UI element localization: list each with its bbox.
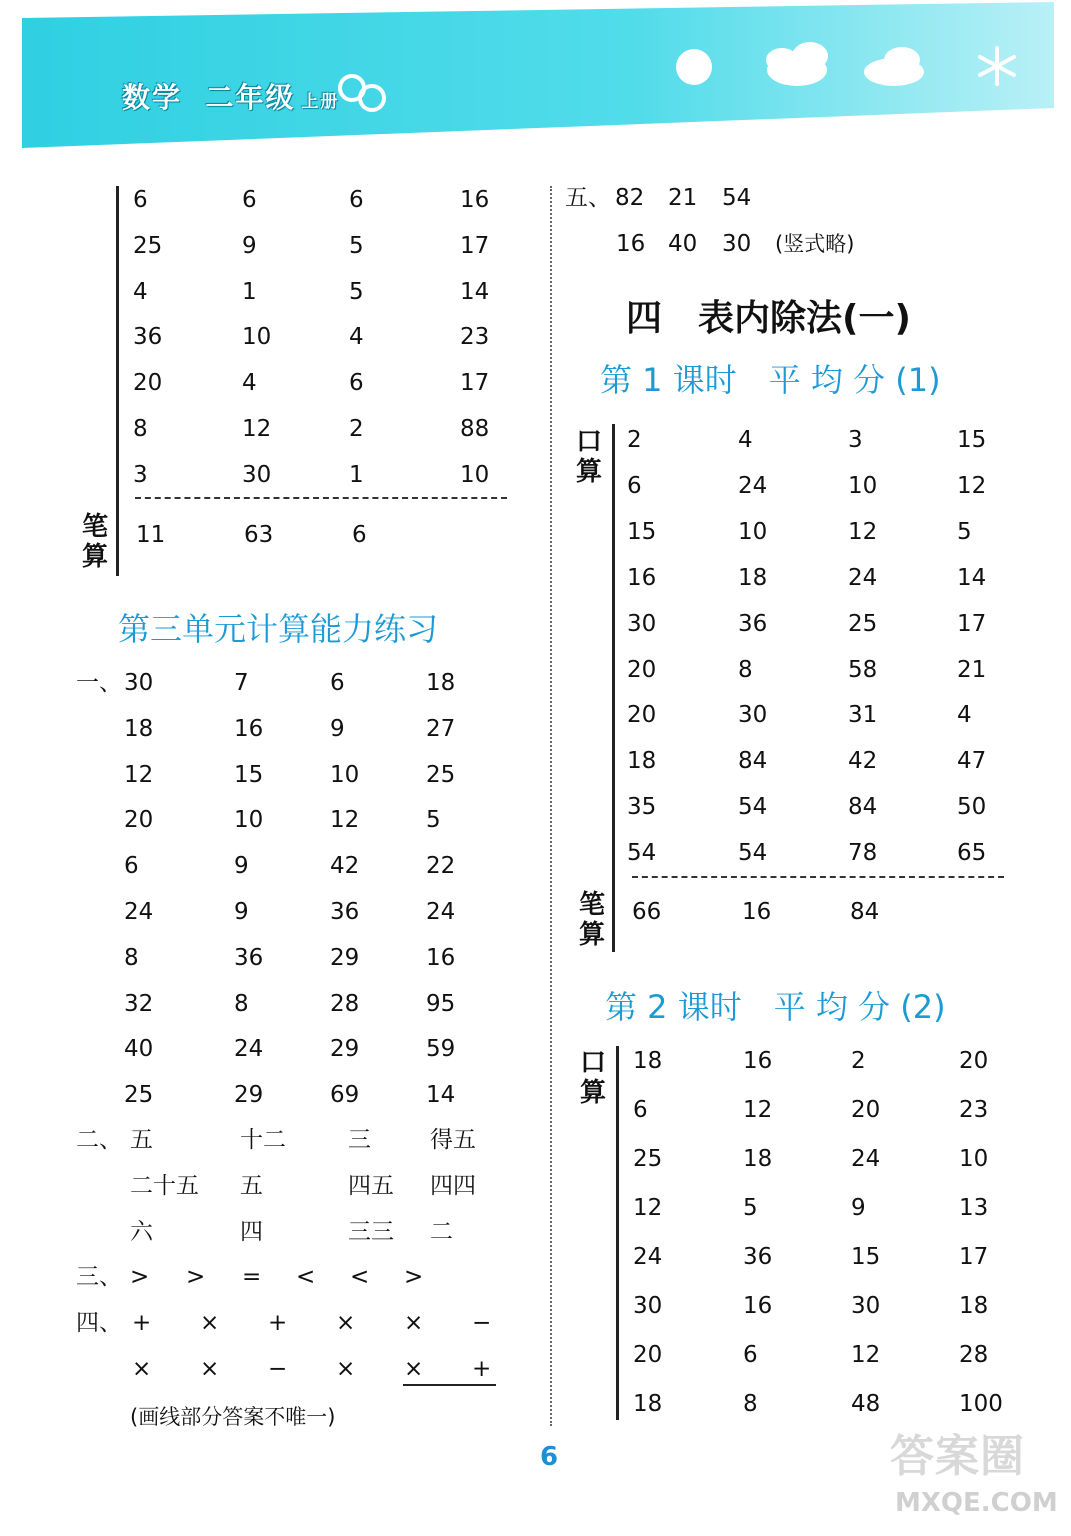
answer-cell: 1 xyxy=(242,278,257,305)
answer-cell: 21 xyxy=(957,656,987,683)
answer-cell: 16 xyxy=(627,564,657,591)
answer-cell: 四五 xyxy=(348,1172,394,1199)
answer-cell: 12 xyxy=(743,1097,773,1123)
answer-cell: 16 xyxy=(616,231,646,257)
answer-cell: 47 xyxy=(957,748,987,775)
answer-cell: 36 xyxy=(743,1244,773,1270)
answer-cell: 6 xyxy=(349,370,364,397)
q5-note: (竖式略) xyxy=(775,232,855,256)
answer-cell: 16 xyxy=(742,899,772,925)
answer-cell: 30 xyxy=(124,670,154,696)
q4-marker: 四、 xyxy=(76,1310,122,1336)
answer-cell: 65 xyxy=(957,840,987,867)
answer-cell: 82 xyxy=(615,185,645,211)
answer-cell: 24 xyxy=(234,1036,264,1063)
answer-cell: 25 xyxy=(133,232,163,259)
answer-cell: 18 xyxy=(738,564,768,591)
comparison-symbol: = xyxy=(242,1264,262,1290)
answer-cell: 59 xyxy=(426,1036,456,1063)
answer-cell: 3 xyxy=(133,461,148,488)
answer-cell: 10 xyxy=(738,518,768,545)
answer-cell: 30 xyxy=(851,1293,881,1319)
lesson1-dashed-divider xyxy=(632,876,1004,878)
answer-cell: 20 xyxy=(851,1097,881,1123)
answer-cell: 29 xyxy=(234,1082,264,1109)
answer-cell: 50 xyxy=(957,794,987,821)
answer-cell: 10 xyxy=(242,324,272,351)
answer-cell: 54 xyxy=(722,185,752,211)
answer-cell: 三三 xyxy=(348,1218,394,1245)
answer-cell: 9 xyxy=(242,232,257,259)
answer-cell: 31 xyxy=(848,702,878,729)
answer-cell: 6 xyxy=(330,670,345,696)
answer-cell: 36 xyxy=(330,899,360,925)
answer-cell: 22 xyxy=(426,853,456,880)
answer-cell: 得五 xyxy=(430,1127,476,1153)
answer-cell: 14 xyxy=(460,278,490,305)
answer-cell: 5 xyxy=(743,1195,758,1221)
answer-cell: 5 xyxy=(349,278,364,305)
answer-cell: 8 xyxy=(743,1391,758,1417)
answer-cell: 17 xyxy=(460,370,490,397)
answer-cell: 13 xyxy=(959,1195,989,1221)
q1-marker: 一、 xyxy=(76,670,122,696)
answer-cell: 18 xyxy=(124,715,154,742)
answer-cell: 5 xyxy=(426,807,441,834)
answer-cell: 36 xyxy=(133,324,163,351)
answer-cell: 5 xyxy=(957,518,972,545)
answer-cell: 17 xyxy=(959,1244,989,1270)
answer-cell: 25 xyxy=(426,761,456,788)
answer-cell: 30 xyxy=(627,610,657,637)
answer-cell: 20 xyxy=(633,1342,663,1368)
column-divider xyxy=(550,186,552,1426)
answer-cell: 40 xyxy=(668,231,698,257)
block-rule xyxy=(116,186,119,576)
answer-cell: 4 xyxy=(738,427,753,453)
answer-cell: 12 xyxy=(330,807,360,834)
answer-cell: 二十五 xyxy=(130,1172,199,1199)
answer-cell: 6 xyxy=(133,187,148,213)
operator-symbol: + xyxy=(132,1310,152,1336)
answer-cell: 36 xyxy=(234,944,264,971)
answer-cell: 4 xyxy=(957,702,972,729)
answer-cell: 32 xyxy=(124,990,154,1017)
answer-cell: 8 xyxy=(738,656,753,683)
underline-mark xyxy=(403,1384,496,1386)
answer-cell: 17 xyxy=(460,232,490,259)
header-banner xyxy=(22,0,1054,150)
answer-cell: 10 xyxy=(460,461,490,488)
lesson1-oral-label: 口算 xyxy=(575,427,602,487)
q4-note: (画线部分答案不唯一) xyxy=(130,1405,336,1429)
answer-cell: 16 xyxy=(743,1048,773,1074)
answer-cell: 8 xyxy=(133,416,148,442)
answer-cell: 12 xyxy=(242,416,272,442)
answer-cell: 6 xyxy=(352,522,367,548)
answer-cell: 24 xyxy=(124,899,154,925)
answer-cell: 24 xyxy=(848,564,878,591)
answer-cell: 9 xyxy=(234,853,249,880)
answer-cell: 15 xyxy=(957,427,987,453)
answer-cell: 4 xyxy=(349,324,364,351)
answer-cell: 18 xyxy=(633,1391,663,1417)
answer-cell: 42 xyxy=(848,748,878,775)
operator-symbol: − xyxy=(472,1310,492,1336)
answer-cell: 88 xyxy=(460,416,490,442)
answer-cell: 23 xyxy=(959,1097,989,1123)
answer-cell: 十二 xyxy=(240,1127,286,1153)
unit3-title: 第三单元计算能力练习 xyxy=(118,610,439,648)
answer-cell: 三 xyxy=(348,1127,371,1153)
watermark-url: MXQE.COM xyxy=(895,1488,1058,1518)
operator-symbol: + xyxy=(268,1310,288,1336)
operator-symbol: × xyxy=(132,1356,152,1382)
lesson1-title: 第 1 课时 平 均 分 (1) xyxy=(600,361,941,399)
dashed-divider xyxy=(135,497,507,499)
sun-icon xyxy=(676,49,712,85)
answer-cell: 15 xyxy=(234,761,264,788)
answer-cell: 40 xyxy=(124,1036,154,1063)
answer-cell: 25 xyxy=(633,1146,663,1172)
operator-symbol: × xyxy=(336,1356,356,1382)
answer-cell: 95 xyxy=(426,990,456,1017)
unit4-title: 四 表内除法(一) xyxy=(626,298,911,339)
answer-cell: 9 xyxy=(851,1195,866,1221)
answer-cell: 24 xyxy=(426,899,456,925)
answer-cell: 35 xyxy=(627,794,657,821)
answer-cell: 9 xyxy=(234,899,249,925)
answer-cell: 18 xyxy=(633,1048,663,1074)
answer-cell: 6 xyxy=(627,472,642,499)
answer-cell: 24 xyxy=(738,472,768,499)
answer-cell: 66 xyxy=(632,899,662,925)
answer-cell: 12 xyxy=(633,1195,663,1221)
answer-cell: 四 xyxy=(240,1218,263,1245)
answer-cell: 12 xyxy=(851,1342,881,1368)
answer-cell: 12 xyxy=(124,761,154,788)
answer-cell: 3 xyxy=(848,427,863,453)
answer-cell: 29 xyxy=(330,944,360,971)
lesson2-rule xyxy=(616,1046,619,1420)
operator-symbol: × xyxy=(200,1356,220,1382)
answer-cell: 8 xyxy=(234,990,249,1017)
answer-cell: 20 xyxy=(959,1048,989,1074)
answer-cell: 17 xyxy=(957,610,987,637)
answer-cell: 54 xyxy=(627,840,657,867)
operator-symbol: + xyxy=(472,1356,492,1382)
answer-cell: 100 xyxy=(959,1391,1003,1417)
answer-cell: 1 xyxy=(349,461,364,488)
watermark-logo: 答案圈 xyxy=(890,1431,1025,1482)
page-number: 6 xyxy=(540,1442,559,1472)
answer-cell: 二 xyxy=(430,1218,453,1245)
answer-cell: 48 xyxy=(851,1391,881,1417)
answer-cell: 30 xyxy=(633,1293,663,1319)
answer-cell: 10 xyxy=(959,1146,989,1172)
answer-cell: 36 xyxy=(738,610,768,637)
answer-cell: 30 xyxy=(722,231,752,257)
answer-cell: 四四 xyxy=(430,1172,476,1199)
lesson1-rule xyxy=(612,424,615,952)
answer-cell: 4 xyxy=(133,278,148,305)
lesson2-oral-label: 口算 xyxy=(579,1048,606,1108)
answer-cell: 78 xyxy=(848,840,878,867)
answer-cell: 6 xyxy=(124,853,139,880)
comparison-symbol: < xyxy=(350,1264,370,1290)
answer-cell: 15 xyxy=(627,518,657,545)
comparison-symbol: > xyxy=(186,1264,206,1290)
answer-cell: 11 xyxy=(136,522,166,548)
header-background xyxy=(22,0,1054,150)
answer-cell: 16 xyxy=(234,715,264,742)
answer-cell: 42 xyxy=(330,853,360,880)
answer-cell: 六 xyxy=(130,1218,153,1245)
answer-cell: 20 xyxy=(627,702,657,729)
operator-symbol: − xyxy=(268,1356,288,1382)
header-title: 数学 二年级 上册 xyxy=(122,81,340,114)
answer-cell: 7 xyxy=(234,670,249,696)
answer-cell: 6 xyxy=(743,1342,758,1368)
answer-cell: 12 xyxy=(848,518,878,545)
operator-symbol: × xyxy=(404,1356,424,1382)
answer-cell: 54 xyxy=(738,840,768,867)
answer-cell: 21 xyxy=(668,185,698,211)
comparison-symbol: > xyxy=(404,1264,424,1290)
answer-cell: 14 xyxy=(426,1082,456,1109)
answer-cell: 27 xyxy=(426,715,456,742)
answer-cell: 54 xyxy=(738,794,768,821)
answer-cell: 23 xyxy=(460,324,490,351)
answer-cell: 五 xyxy=(240,1172,263,1199)
q2-marker: 二、 xyxy=(76,1127,122,1153)
answer-cell: 69 xyxy=(330,1082,360,1109)
answer-cell: 84 xyxy=(850,899,880,925)
answer-cell: 6 xyxy=(633,1097,648,1123)
answer-cell: 84 xyxy=(738,748,768,775)
answer-cell: 18 xyxy=(627,748,657,775)
answer-cell: 30 xyxy=(738,702,768,729)
lesson1-written-label: 笔算 xyxy=(578,890,605,950)
answer-cell: 16 xyxy=(426,944,456,971)
answer-cell: 24 xyxy=(633,1244,663,1270)
answer-cell: 18 xyxy=(959,1293,989,1319)
answer-cell: 10 xyxy=(330,761,360,788)
answer-cell: 10 xyxy=(848,472,878,499)
answer-cell: 14 xyxy=(957,564,987,591)
lesson2-title: 第 2 课时 平 均 分 (2) xyxy=(605,988,946,1026)
answer-cell: 28 xyxy=(330,990,360,1017)
q5-marker: 五、 xyxy=(565,185,611,211)
answer-cell: 15 xyxy=(851,1244,881,1270)
answer-cell: 6 xyxy=(349,187,364,213)
answer-cell: 2 xyxy=(851,1048,866,1074)
answer-cell: 24 xyxy=(851,1146,881,1172)
answer-cell: 16 xyxy=(743,1293,773,1319)
answer-cell: 16 xyxy=(460,187,490,213)
comparison-symbol: < xyxy=(296,1264,316,1290)
operator-symbol: × xyxy=(404,1310,424,1336)
answer-cell: 63 xyxy=(244,522,274,548)
answer-cell: 58 xyxy=(848,656,878,683)
answer-cell: 25 xyxy=(848,610,878,637)
answer-cell: 30 xyxy=(242,461,272,488)
answer-cell: 2 xyxy=(627,427,642,453)
answer-cell: 4 xyxy=(242,370,257,397)
answer-cell: 20 xyxy=(124,807,154,834)
answer-cell: 10 xyxy=(234,807,264,834)
answer-cell: 12 xyxy=(957,472,987,499)
answer-cell: 28 xyxy=(959,1342,989,1368)
operator-symbol: × xyxy=(200,1310,220,1336)
q3-marker: 三、 xyxy=(76,1264,122,1290)
written-label: 笔算 xyxy=(81,512,108,572)
answer-cell: 20 xyxy=(627,656,657,683)
answer-cell: 2 xyxy=(349,416,364,442)
answer-cell: 6 xyxy=(242,187,257,213)
answer-cell: 20 xyxy=(133,370,163,397)
answer-cell: 8 xyxy=(124,944,139,971)
answer-cell: 五 xyxy=(130,1127,153,1153)
answer-cell: 5 xyxy=(349,232,364,259)
answer-cell: 29 xyxy=(330,1036,360,1063)
answer-cell: 84 xyxy=(848,794,878,821)
answer-cell: 25 xyxy=(124,1082,154,1109)
operator-symbol: × xyxy=(336,1310,356,1336)
answer-cell: 18 xyxy=(426,670,456,696)
answer-cell: 9 xyxy=(330,715,345,742)
answer-cell: 18 xyxy=(743,1146,773,1172)
comparison-symbol: > xyxy=(130,1264,150,1290)
